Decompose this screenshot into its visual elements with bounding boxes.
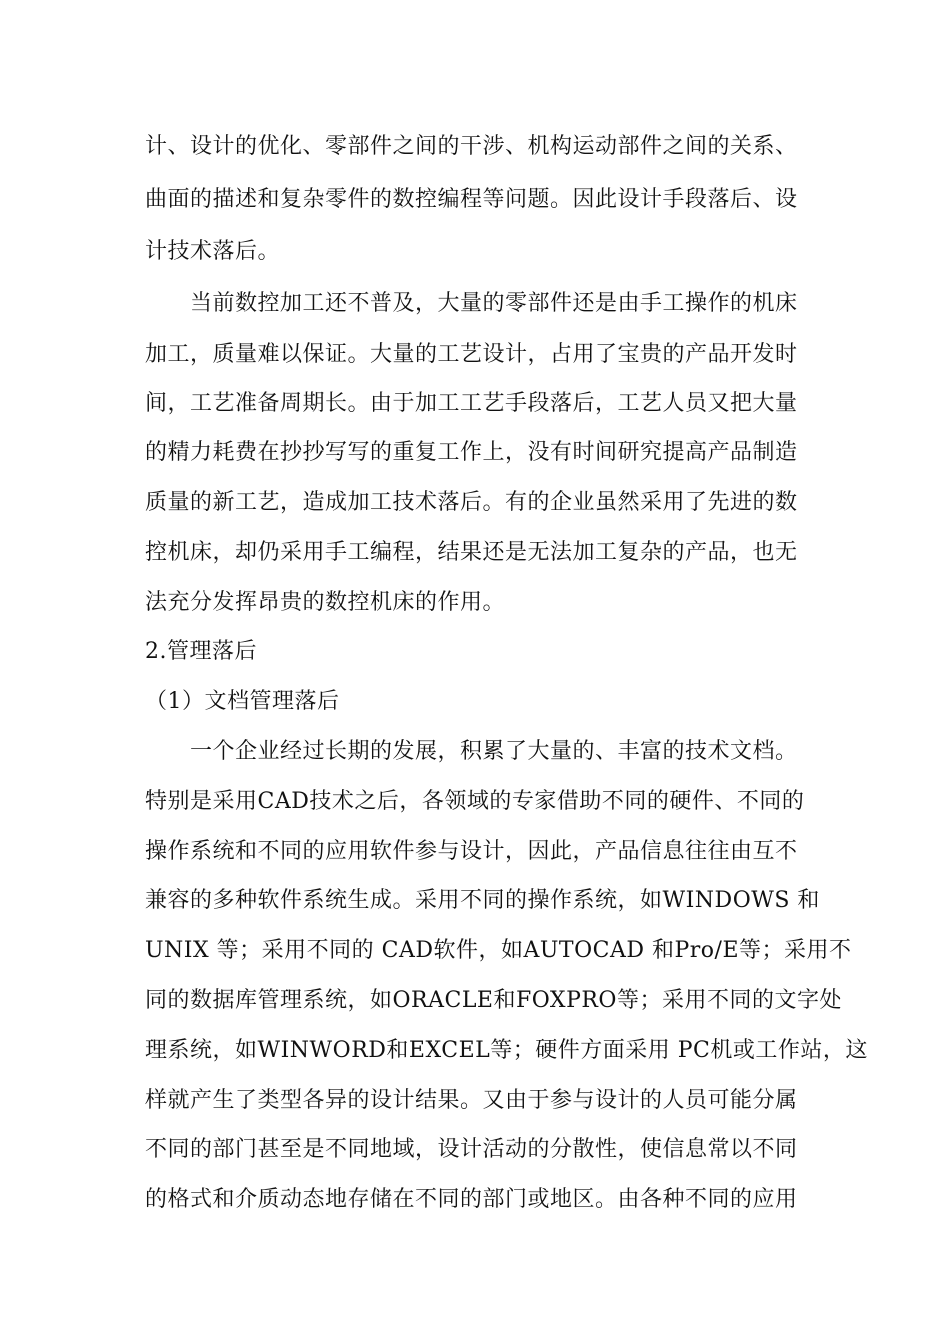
section-heading: 2.管理落后	[145, 639, 257, 664]
text-line: 同的数据库管理系统，如ORACLE和FOXPRO等；采用不同的文字处	[145, 988, 842, 1013]
text-line: 的格式和介质动态地存储在不同的部门或地区。由各种不同的应用	[145, 1187, 798, 1212]
text-line: 计技术落后。	[145, 239, 281, 264]
text-line: 的精力耗费在抄抄写写的重复工作上，没有时间研究提高产品制造	[145, 440, 798, 465]
text-line: 计、设计的优化、零部件之间的干涉、机构运动部件之间的关系、	[145, 134, 798, 159]
text-line: 操作系统和不同的应用软件参与设计，因此，产品信息往往由互不	[145, 839, 798, 864]
text-line: 法充分发挥昂贵的数控机床的作用。	[145, 590, 506, 615]
text-line: 兼容的多种软件系统生成。采用不同的操作系统，如WINDOWS 和	[145, 888, 820, 913]
text-line: 样就产生了类型各异的设计结果。又由于参与设计的人员可能分属	[145, 1088, 798, 1113]
text-line: 控机床，却仍采用手工编程，结果还是无法加工复杂的产品，也无	[145, 540, 798, 565]
text-line: 特别是采用CAD技术之后，各领域的专家借助不同的硬件、不同的	[145, 789, 805, 814]
paragraph-first-line: 一个企业经过长期的发展，积累了大量的、丰富的技术文档。	[190, 739, 798, 764]
text-line: 理系统，如WINWORD和EXCEL等；硬件方面采用 PC机或工作站，这	[145, 1038, 868, 1063]
text-line: 间，工艺准备周期长。由于加工工艺手段落后，工艺人员又把大量	[145, 391, 798, 416]
text-line: 不同的部门甚至是不同地域，设计活动的分散性，使信息常以不同	[145, 1137, 798, 1162]
text-line: UNIX 等；采用不同的 CAD软件，如AUTOCAD 和Pro/E等；采用不	[145, 938, 852, 963]
text-line: 曲面的描述和复杂零件的数控编程等问题。因此设计手段落后、设	[145, 187, 798, 212]
paragraph-first-line: 当前数控加工还不普及，大量的零部件还是由手工操作的机床	[190, 291, 798, 316]
subsection-heading: （1）文档管理落后	[145, 689, 340, 714]
text-line: 质量的新工艺，造成加工技术落后。有的企业虽然采用了先进的数	[145, 490, 798, 515]
text-line: 加工，质量难以保证。大量的工艺设计，占用了宝贵的产品开发时	[145, 342, 798, 367]
